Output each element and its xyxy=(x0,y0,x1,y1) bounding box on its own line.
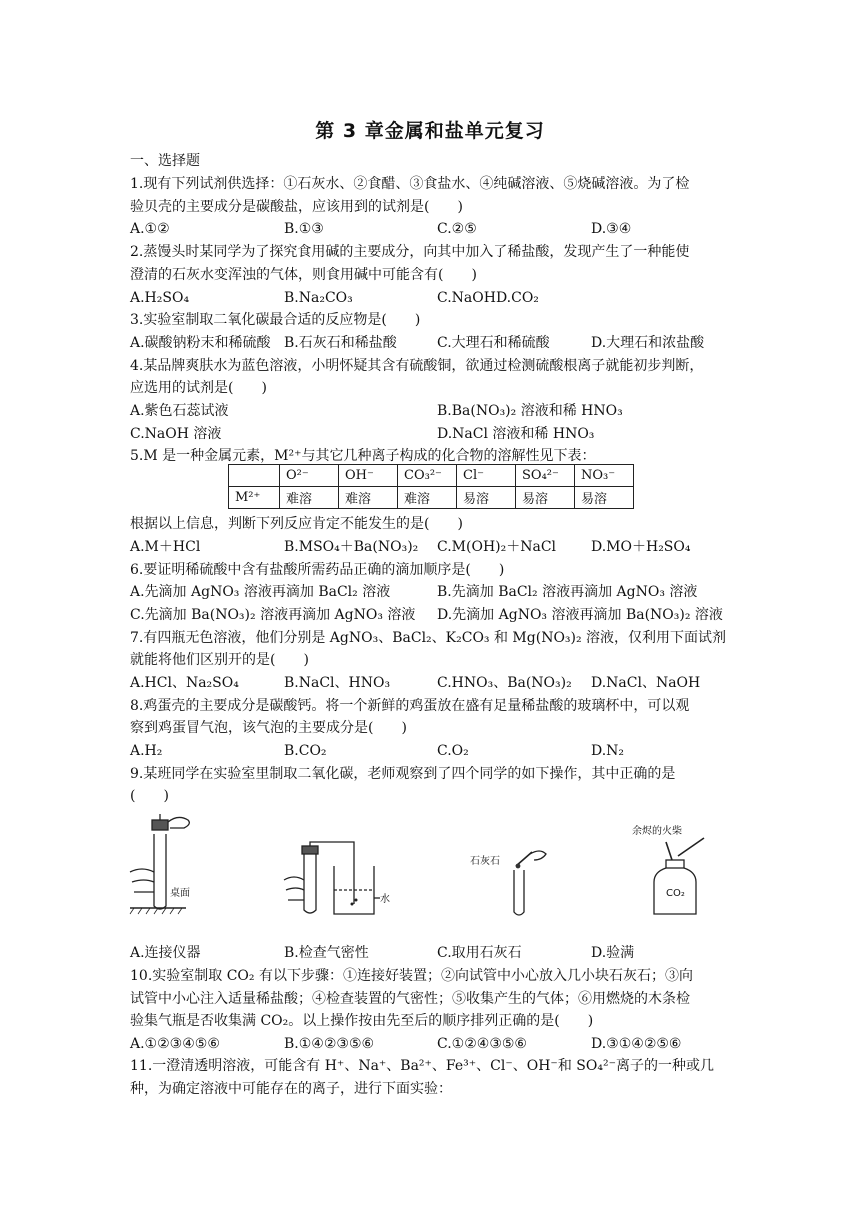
q4-option-a: A.紫色石蕊试液 xyxy=(130,403,229,419)
q11-stem-line-1: 11.一澄清透明溶液，可能含有 H⁺、Na⁺、Ba²⁺、Fe³⁺、Cl⁻、OH⁻和 SO₄²⁻离子的一种或几 xyxy=(130,1058,714,1074)
q3-stem-line-1: 3.实验室制取二氧化碳最合适的反应物是( ) xyxy=(130,312,421,328)
figure-airtightness-check xyxy=(282,840,394,920)
q10-stem-line-2: 试管中小心注入适量稀盐酸；④检查装置的气密性；⑤收集产生的气体；⑥用燃烧的木条检 xyxy=(130,991,690,1007)
q4-stem-line-1: 4.某品牌爽肤水为蓝色溶液，小明怀疑其含有硫酸铜，欲通过检测硫酸根离子就能初步判断， xyxy=(130,358,704,374)
q1-stem-line-2: 验贝壳的主要成分是碳酸盐，应该用到的试剂是( ) xyxy=(130,199,463,215)
q10-stem-line-1: 10.实验室制取 CO₂ 有以下步骤：①连接好装置；②向试管中小心放入几小块石灰石；③向 xyxy=(130,968,693,984)
q2-option-c: C.NaOHD.CO₂ xyxy=(437,290,539,306)
limestone-label: 石灰石 xyxy=(470,856,500,867)
q10-option-d: D.③①④②⑤⑥ xyxy=(591,1036,682,1052)
q6-option-d: D.先滴加 AgNO₃ 溶液再滴加 Ba(NO₃)₂ 溶液 xyxy=(437,607,723,623)
q2-option-a: A.H₂SO₄ xyxy=(130,290,190,306)
q8-stem-line-2: 察到鸡蛋冒气泡，该气泡的主要成分是( ) xyxy=(130,720,407,736)
q9-option-b: B.检查气密性 xyxy=(284,945,369,961)
match-label: 余烬的火柴 xyxy=(632,826,682,837)
q7-option-d: D.NaCl、NaOH xyxy=(591,675,701,691)
table-cell xyxy=(229,465,280,487)
water-label: 水 xyxy=(380,894,390,905)
q1-option-a: A.①② xyxy=(130,221,170,237)
hand-shape xyxy=(530,851,546,860)
q8-option-d: D.N₂ xyxy=(591,743,625,759)
glass-plate-shape xyxy=(678,838,704,856)
q7-option-c: C.HNO₃、Ba(NO₃)₂ xyxy=(437,675,572,691)
q4-stem-line-2: 应选用的试剂是( ) xyxy=(130,380,267,396)
table-cell: OH⁻ xyxy=(339,465,398,487)
q1-option-c: C.②⑤ xyxy=(437,221,477,237)
section-heading: 一、选择题 xyxy=(130,153,200,169)
q4-option-b: B.Ba(NO₃)₂ 溶液和稀 HNO₃ xyxy=(437,403,623,419)
bubble-shape xyxy=(351,903,354,906)
table-cell: 难溶 xyxy=(398,487,457,509)
q5-option-d: D.MO＋H₂SO₄ xyxy=(591,539,691,555)
table-cell: CO₃²⁻ xyxy=(398,465,457,487)
q3-option-a: A.碳酸钠粉末和稀硫酸 xyxy=(130,335,271,351)
q5-option-a: A.M＋HCl xyxy=(130,539,201,555)
co2-label: CO₂ xyxy=(666,888,685,899)
table-cell: NO₃⁻ xyxy=(575,465,634,487)
test-tube-shape xyxy=(154,834,166,909)
q4-option-c: C.NaOH 溶液 xyxy=(130,426,222,442)
table-cell: Cl⁻ xyxy=(457,465,516,487)
test-tube-shape xyxy=(514,870,524,915)
table-cell: 易溶 xyxy=(457,487,516,509)
q6-option-b: B.先滴加 BaCl₂ 溶液再滴加 AgNO₃ 溶液 xyxy=(437,584,698,600)
q2-stem-line-2: 澄清的石灰水变浑浊的气体，则食用碱中可能含有( ) xyxy=(130,267,477,283)
q5-option-c: C.M(OH)₂＋NaCl xyxy=(437,539,557,555)
q3-option-b: B.石灰石和稀盐酸 xyxy=(284,335,397,351)
q9-stem-line-1: 9.某班同学在实验室里制取二氧化碳，老师观察到了四个同学的如下操作，其中正确的是 xyxy=(130,766,676,782)
q2-option-b: B.Na₂CO₃ xyxy=(284,290,353,306)
q7-stem-line-1: 7.有四瓶无色溶液，他们分别是 AgNO₃、BaCl₂、K₂CO₃ 和 Mg(NO₃)₂ 溶液，仅利用下面试剂 xyxy=(130,630,727,646)
q9-option-d: D.验满 xyxy=(591,945,635,961)
q11-stem-line-2: 种，为确定溶液中可能存在的离子，进行下面实验： xyxy=(130,1081,452,1097)
match-shape xyxy=(666,842,672,860)
rubber-stopper-shape xyxy=(302,846,318,854)
q5-stem-line-1: 5.M 是一种金属元素，M²⁺与其它几种离子构成的化合物的溶解性见下表： xyxy=(130,448,596,464)
table-cell: 易溶 xyxy=(516,487,575,509)
q6-option-c: C.先滴加 Ba(NO₃)₂ 溶液再滴加 AgNO₃ 溶液 xyxy=(130,607,416,623)
q3-option-d: D.大理石和浓盐酸 xyxy=(591,335,705,351)
table-header-row xyxy=(229,465,634,487)
q5-stem-line-2: 根据以上信息，判断下列反应肯定不能发生的是( ) xyxy=(130,516,463,532)
test-tube-shape xyxy=(304,854,316,913)
q8-option-b: B.CO₂ xyxy=(284,743,327,759)
page-title: 第 3 章金属和盐单元复习 xyxy=(315,120,545,142)
q6-option-a: A.先滴加 AgNO₃ 溶液再滴加 BaCl₂ 溶液 xyxy=(130,584,391,600)
hand-top-shape xyxy=(168,817,189,828)
desk-hatch-shape xyxy=(130,908,182,914)
q3-option-c: C.大理石和稀硫酸 xyxy=(437,335,550,351)
q7-stem-line-2: 就能将他们区别开的是( ) xyxy=(130,652,309,668)
q9-stem-line-2: ( ) xyxy=(130,788,169,804)
q1-option-d: D.③④ xyxy=(591,221,632,237)
figure-check-full xyxy=(628,820,728,920)
q10-option-c: C.①②④③⑤⑥ xyxy=(437,1036,527,1052)
figure-connect-apparatus xyxy=(126,812,206,918)
q7-option-a: A.HCl、Na₂SO₄ xyxy=(130,675,239,691)
bubble-shape xyxy=(355,899,358,902)
q2-stem-line-1: 2.蒸馒头时某同学为了探究食用碱的主要成分，向其中加入了稀盐酸，发现产生了一种能使 xyxy=(130,244,690,260)
q10-stem-line-3: 验集气瓶是否收集满 CO₂。以上操作按由先至后的顺序排列正确的是( ) xyxy=(130,1013,594,1029)
q6-stem-line-1: 6.要证明稀硫酸中含有盐酸所需药品正确的滴加顺序是( ) xyxy=(130,562,505,578)
q5-option-b: B.MSO₄＋Ba(NO₃)₂ xyxy=(284,539,419,555)
q10-option-b: B.①④②③⑤⑥ xyxy=(284,1036,375,1052)
limestone-shape xyxy=(516,864,521,869)
rubber-stopper-shape xyxy=(152,820,168,830)
bottle-neck-shape xyxy=(666,860,684,868)
table-cell: 易溶 xyxy=(575,487,634,509)
q9-option-a: A.连接仪器 xyxy=(130,945,201,961)
table-cell: SO₄²⁻ xyxy=(516,465,575,487)
q9-option-c: C.取用石灰石 xyxy=(437,945,522,961)
table-cell: M²⁺ xyxy=(229,487,280,509)
table-cell: O²⁻ xyxy=(280,465,339,487)
solubility-table xyxy=(228,464,634,509)
hand-left-shape xyxy=(130,869,154,892)
q10-option-a: A.①②③④⑤⑥ xyxy=(130,1036,220,1052)
table-row xyxy=(229,487,634,509)
q4-option-d: D.NaCl 溶液和稀 HNO₃ xyxy=(437,426,595,442)
q7-option-b: B.NaCl、HNO₃ xyxy=(284,675,391,691)
q1-option-b: B.①③ xyxy=(284,221,324,237)
hand-shape xyxy=(284,877,304,900)
q8-option-c: C.O₂ xyxy=(437,743,469,759)
q1-stem-line-1: 1.现有下列试剂供选择：①石灰水、②食醋、③食盐水、④纯碱溶液、⑤烧碱溶液。为了检 xyxy=(130,176,690,192)
table-cell: 难溶 xyxy=(339,487,398,509)
desk-label: 桌面 xyxy=(170,888,190,899)
q8-option-a: A.H₂ xyxy=(130,743,163,759)
figure-take-limestone xyxy=(468,846,564,920)
q8-stem-line-1: 8.鸡蛋壳的主要成分是碳酸钙。将一个新鲜的鸡蛋放在盛有足量稀盐酸的玻璃杯中，可以观 xyxy=(130,698,690,714)
table-cell: 难溶 xyxy=(280,487,339,509)
